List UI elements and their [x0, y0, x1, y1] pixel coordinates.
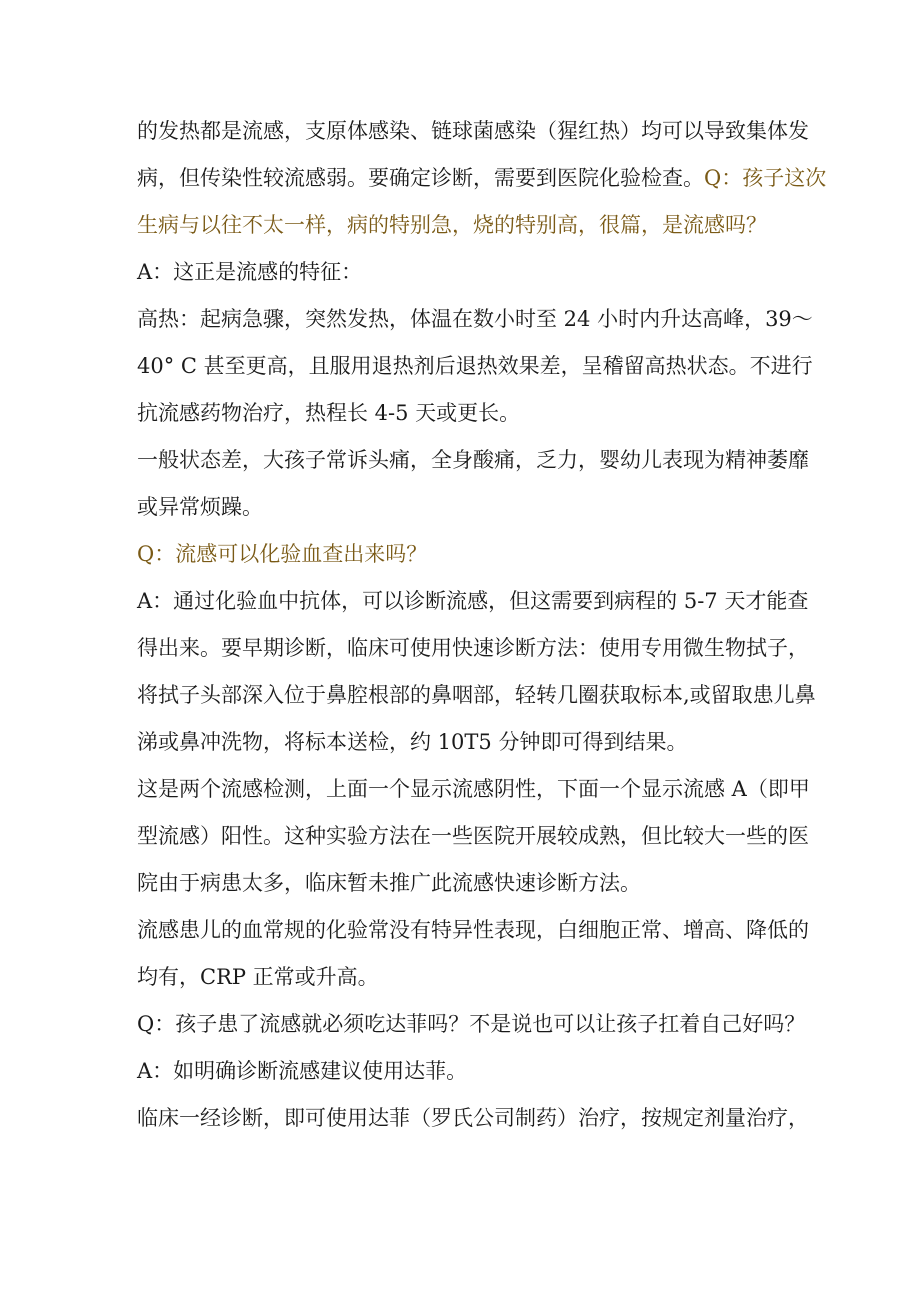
body-text: 涕或鼻冲洗物，将标本送检，约 10T5 分钟即可得到结果。	[137, 730, 688, 754]
body-text: 病，但传染性较流感弱。要确定诊断，需要到医院化验检查。	[137, 166, 704, 190]
paragraph-body	[137, 437, 809, 531]
text-line	[137, 531, 787, 578]
body-text: 流感患儿的血常规的化验常没有特异性表现，白细胞正常、增高、降低的	[137, 918, 809, 942]
text-line	[137, 954, 787, 1001]
body-text: 这是两个流感检测，上面一个显示流感阴性，下面一个显示流感 A（即甲	[137, 777, 810, 801]
text-line	[137, 860, 787, 907]
text-line	[137, 202, 787, 249]
text-line	[137, 625, 809, 672]
text-line	[137, 155, 827, 202]
document-page	[137, 108, 827, 1142]
paragraph-body	[137, 907, 809, 1001]
text-line	[137, 578, 809, 625]
text-line	[137, 249, 787, 296]
text-line	[137, 1095, 809, 1142]
body-text: 抗流感药物治疗，热程长 4-5 天或更长。	[137, 401, 521, 425]
text-line	[137, 108, 809, 155]
text-line	[137, 1048, 787, 1095]
body-text: 一般状态差，大孩子常诉头痛，全身酸痛，乏力，婴幼儿表现为精神萎靡	[137, 448, 809, 472]
paragraph-answer	[137, 578, 816, 766]
text-line	[137, 719, 787, 766]
body-text: 临床一经诊断，即可使用达菲（罗氏公司制药）治疗，按规定剂量治疗，	[137, 1106, 809, 1130]
text-line	[137, 813, 809, 860]
body-text: 均有，CRP 正常或升高。	[137, 965, 379, 989]
text-line	[137, 766, 810, 813]
body-text: 院由于病患太多，临床暂未推广此流感快速诊断方法。	[137, 871, 641, 895]
text-line	[137, 437, 809, 484]
paragraph-question	[137, 531, 787, 578]
paragraph-answer	[137, 1048, 787, 1095]
text-line	[137, 296, 813, 343]
text-line	[137, 907, 809, 954]
paragraph-body	[137, 766, 810, 907]
body-text: 将拭子头部深入位于鼻腔根部的鼻咽部，轻转几圈获取标本,或留取患儿鼻	[137, 683, 816, 707]
paragraph-body	[137, 296, 813, 437]
body-text: A：如明确诊断流感建议使用达菲。	[137, 1059, 468, 1083]
paragraph-body	[137, 108, 827, 249]
body-text: A：这正是流感的特征：	[137, 260, 363, 284]
text-line	[137, 484, 787, 531]
body-text: A：通过化验血中抗体，可以诊断流感，但这需要到病程的 5-7 天才能查	[137, 589, 809, 613]
body-text: 型流感）阳性。这种实验方法在一些医院开展较成熟，但比较大一些的医	[137, 824, 809, 848]
text-line	[137, 672, 816, 719]
body-text: Q：孩子患了流感就必须吃达菲吗？不是说也可以让孩子扛着自己好吗？	[137, 1012, 806, 1036]
paragraph-question	[137, 1001, 806, 1048]
text-line	[137, 390, 787, 437]
question-text: Q：流感可以化验血查出来吗？	[137, 542, 428, 566]
paragraph-body	[137, 1095, 809, 1142]
text-line	[137, 1001, 806, 1048]
question-text: 生病与以往不太一样，病的特别急，烧的特别高，很篇，是流感吗？	[137, 213, 767, 237]
body-text: 得出来。要早期诊断，临床可使用快速诊断方法：使用专用微生物拭子，	[137, 636, 809, 660]
body-text: 40° C 甚至更高，且服用退热剂后退热效果差，呈稽留高热状态。不进行	[137, 354, 813, 378]
question-text: Q：孩子这次	[704, 166, 827, 190]
text-line	[137, 343, 813, 390]
body-text: 高热：起病急骤，突然发热，体温在数小时至 24 小时内升达高峰，39～	[137, 307, 813, 331]
body-text: 的发热都是流感，支原体感染、链球菌感染（猩红热）均可以导致集体发	[137, 119, 809, 143]
paragraph-answer	[137, 249, 787, 296]
body-text: 或异常烦躁。	[137, 495, 263, 519]
